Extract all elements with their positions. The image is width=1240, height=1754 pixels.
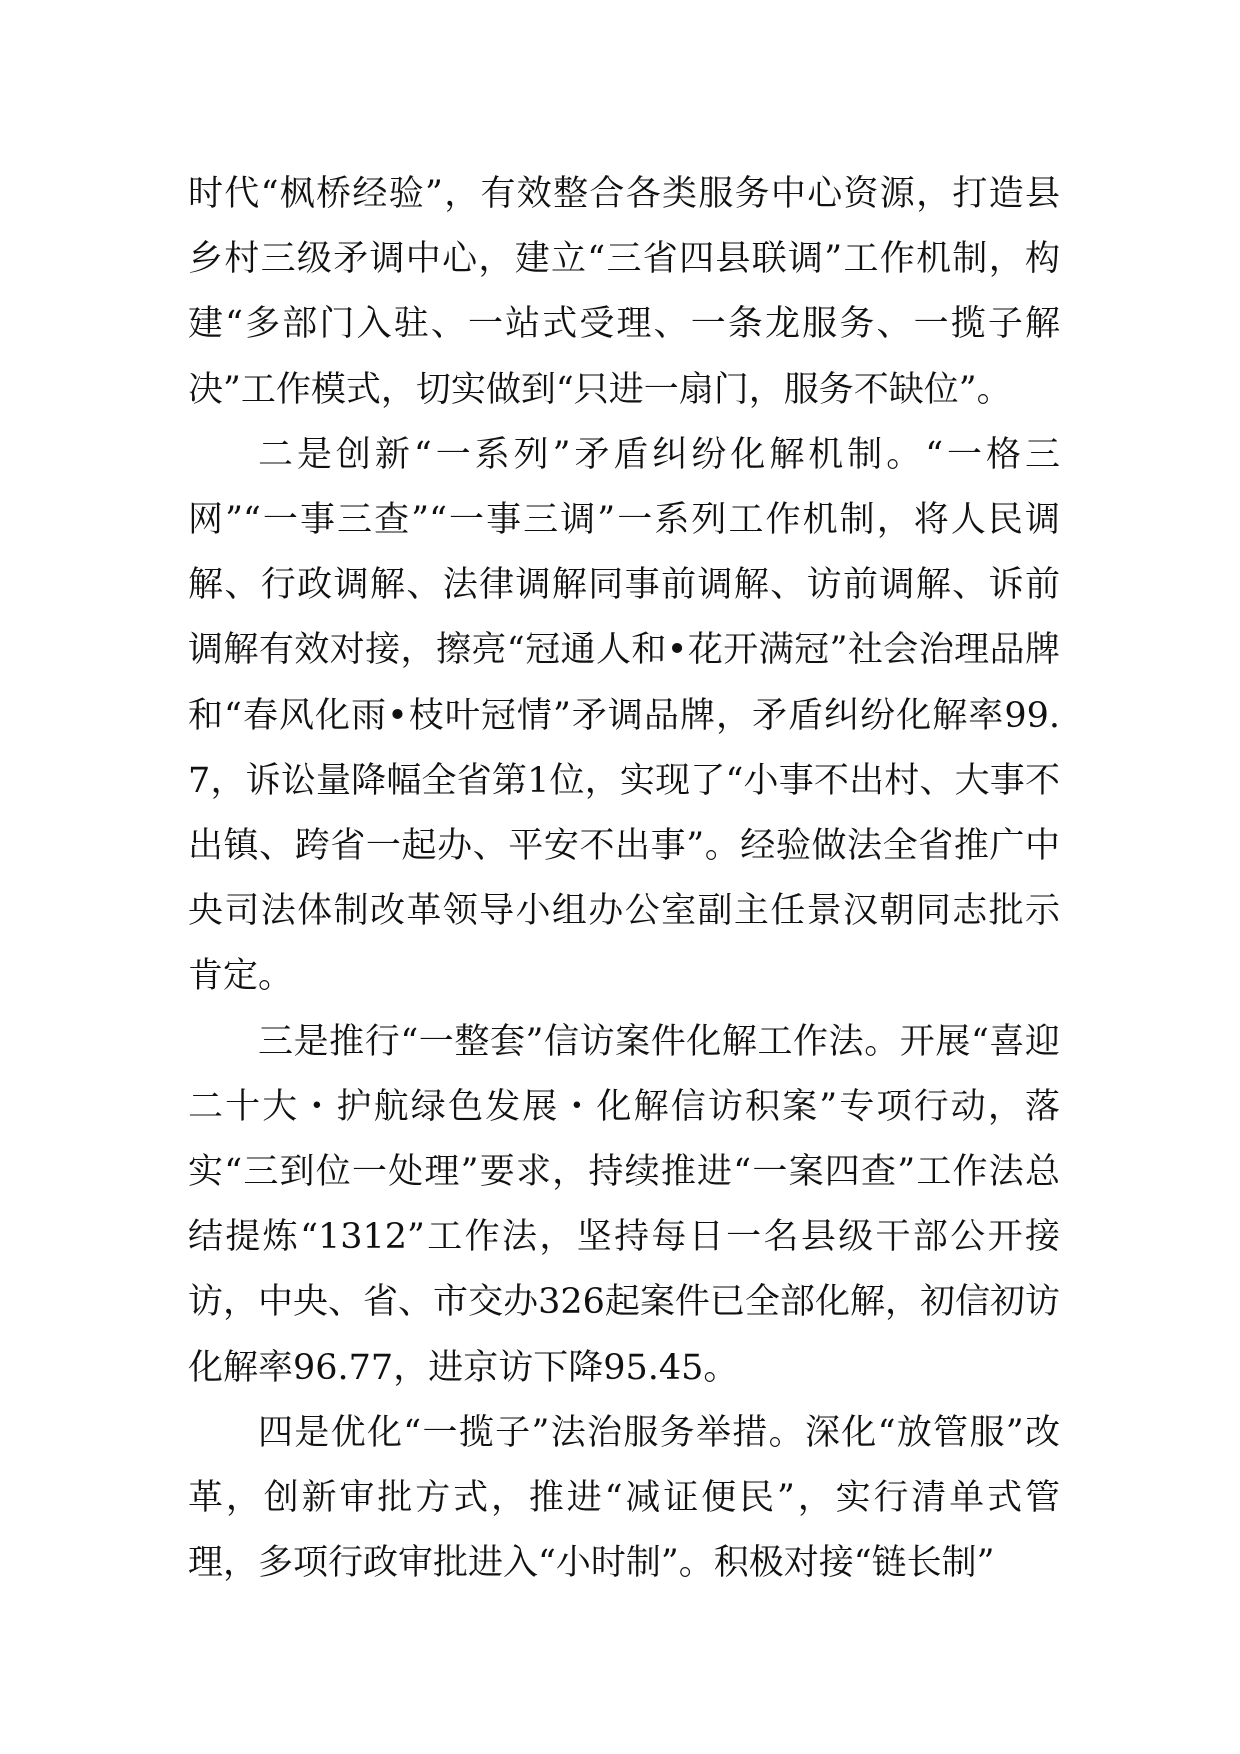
paragraph-continuation: 时代“枫桥经验”，有效整合各类服务中心资源，打造县乡村三级矛调中心，建立“三省四县联调”工作机制，构建“多部门入驻、一站式受理、一条龙服务、一揽子解决”工作模式，切实做到“只进一扇门，服务不缺位”。	[188, 174, 1060, 410]
paragraph-point-three: 三是推行“一整套”信访案件化解工作法。开展“喜迎二十大・护航绿色发展・化解信访积案”专项行动，落实“三到位一处理”要求，持续推进“一案四查”工作法总结提炼“1312”工作法，坚持每日一名县级干部公开接访，中央、省、市交办326起案件已全部化解，初信初访化解率96.77，进京访下降95.45。	[188, 1021, 1060, 1388]
paragraph-point-two: 二是创新“一系列”矛盾纠纷化解机制。“一格三网”“一事三查”“一事三调”一系列工作机制，将人民调解、行政调解、法律调解同事前调解、访前调解、诉前调解有效对接，擦亮“冠通人和•花开满冠”社会治理品牌和“春风化雨•枝叶冠情”矛调品牌，矛盾纠纷化解率99.7，诉讼量降幅全省第1位，实现了“小事不出村、大事不出镇、跨省一起办、平安不出事”。经验做法全省推广中央司法体制改革领导小组办公室副主任景汉朝同志批示肯定。	[188, 434, 1060, 997]
document-body	[188, 162, 1060, 1596]
paragraph-point-four: 四是优化“一揽子”法治服务举措。深化“放管服”改革，创新审批方式，推进“减证便民”，实行清单式管理，多项行政审批进入“小时制”。积极对接“链长制”	[188, 1412, 1060, 1584]
